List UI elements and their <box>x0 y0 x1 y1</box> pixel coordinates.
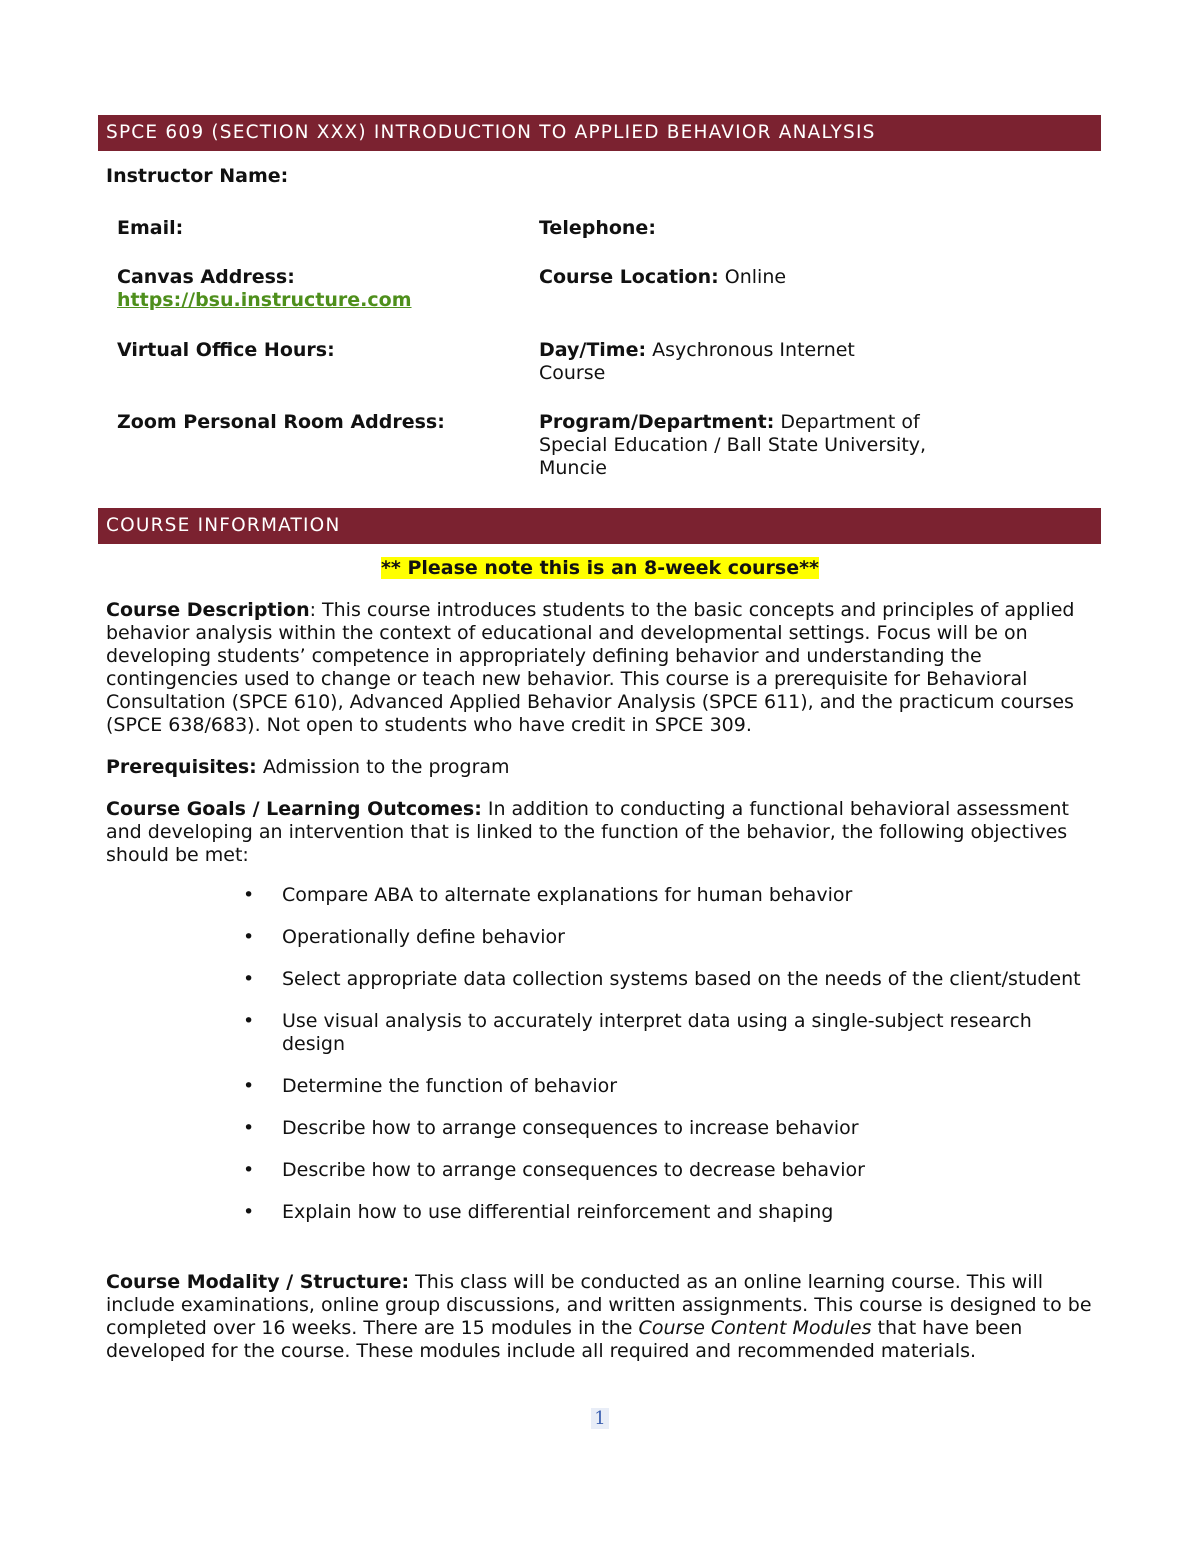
bullet-icon: • <box>243 1117 255 1139</box>
course-title-banner: SPCE 609 (SECTION XXX) INTRODUCTION TO APPLIED BEHAVIOR ANALYSIS <box>98 115 1101 151</box>
day-time-label: Day/Time: <box>539 339 647 361</box>
course-location <box>539 266 786 289</box>
prerequisites-text: Admission to the program <box>256 756 510 778</box>
list-item <box>240 968 1090 991</box>
day-time <box>539 339 855 362</box>
telephone-label: Telephone: <box>539 217 656 239</box>
list-item <box>240 1201 1090 1224</box>
bullet-icon: • <box>243 1075 255 1097</box>
bullet-icon: • <box>243 884 255 906</box>
course-modality-text-end: that have been developed for the course. These modules include all required and recommended materials. <box>106 1317 1023 1362</box>
list-item <box>240 1117 1090 1140</box>
eight-week-note <box>0 557 1200 580</box>
instructor-name-label: Instructor Name: <box>106 165 289 187</box>
list-item <box>240 1075 1090 1098</box>
canvas-address-label: Canvas Address: <box>117 266 295 288</box>
canvas-address-link[interactable]: https://bsu.instructure.com <box>117 289 412 311</box>
course-goals-label: Course Goals / Learning Outcomes: <box>106 798 482 820</box>
email-label: Email: <box>117 217 184 239</box>
list-item <box>240 1010 1090 1056</box>
course-goals <box>106 798 1106 867</box>
prerequisites-label: Prerequisites: <box>106 756 257 778</box>
list-item-text: Select appropriate data collection systems based on the needs of the client/student <box>282 968 1081 990</box>
zoom-room-label: Zoom Personal Room Address: <box>117 411 445 433</box>
program-department <box>539 411 920 434</box>
list-item <box>240 1159 1090 1182</box>
bullet-icon: • <box>243 968 255 990</box>
list-item-text: Describe how to arrange consequences to decrease behavior <box>282 1159 865 1181</box>
course-location-value: Online <box>718 266 787 288</box>
prerequisites <box>106 756 1106 779</box>
course-location-label: Course Location: <box>539 266 719 288</box>
page-number <box>0 1408 1200 1429</box>
eight-week-note-text: ** Please note this is an 8-week course** <box>380 557 819 579</box>
course-content-modules-term: Course Content Modules <box>638 1317 872 1339</box>
page-number-value: 1 <box>591 1408 608 1429</box>
day-time-value: Asychronous Internet <box>646 339 855 361</box>
course-modality-label: Course Modality / Structure: <box>106 1271 410 1293</box>
list-item-text: Explain how to use differential reinforcement and shaping <box>282 1201 834 1223</box>
program-department-line-2: Special Education / Ball State University, <box>539 434 927 456</box>
program-department-value: Department of <box>774 411 920 433</box>
list-item-text: Use visual analysis to accurately interpret data using a single-subject research design <box>282 1010 1032 1055</box>
list-item-text: Operationally define behavior <box>282 926 565 948</box>
bullet-icon: • <box>243 926 255 948</box>
course-goals-text: In addition to conducting a functional behavioral assessment and developing an intervention that is linked to the function of the behavior, the following objectives should be met: <box>106 798 1069 866</box>
list-item <box>240 884 1090 907</box>
learning-outcomes-list <box>240 884 1090 1243</box>
course-description <box>106 599 1106 737</box>
program-department-line-3: Muncie <box>539 457 607 479</box>
bullet-icon: • <box>243 1159 255 1181</box>
list-item-text: Compare ABA to alternate explanations for human behavior <box>282 884 853 906</box>
bullet-icon: • <box>243 1201 255 1223</box>
virtual-office-hours-label: Virtual Office Hours: <box>117 339 335 361</box>
program-department-label: Program/Department: <box>539 411 775 433</box>
course-modality <box>106 1271 1106 1363</box>
day-time-value-line-2: Course <box>539 362 606 384</box>
bullet-icon: • <box>243 1010 255 1032</box>
list-item <box>240 926 1090 949</box>
course-description-text: : This course introduces students to the basic concepts and principles of applied behavior analysis within the context of educational and developmental settings. Focus will be on developing students’ competence in appropriately defining behavior and understanding the contingencies used to change or teach new behavior. This course is a prerequisite for Behavioral Consultation (SPCE 610), Advanced Applied Behavior Analysis (SPCE 611), and the practicum courses (SPCE 638/683). Not open to students who have credit in SPCE 309. <box>106 599 1075 736</box>
course-modality-text: This class will be conducted as an online learning course. This will include examinations, online group discussions, and written assignments. This course is designed to be completed over 16 weeks. There are 15 modules in the <box>106 1271 1092 1339</box>
course-information-banner: COURSE INFORMATION <box>98 508 1101 544</box>
course-description-label: Course Description <box>106 599 310 621</box>
list-item-text: Determine the function of behavior <box>282 1075 618 1097</box>
list-item-text: Describe how to arrange consequences to increase behavior <box>282 1117 859 1139</box>
